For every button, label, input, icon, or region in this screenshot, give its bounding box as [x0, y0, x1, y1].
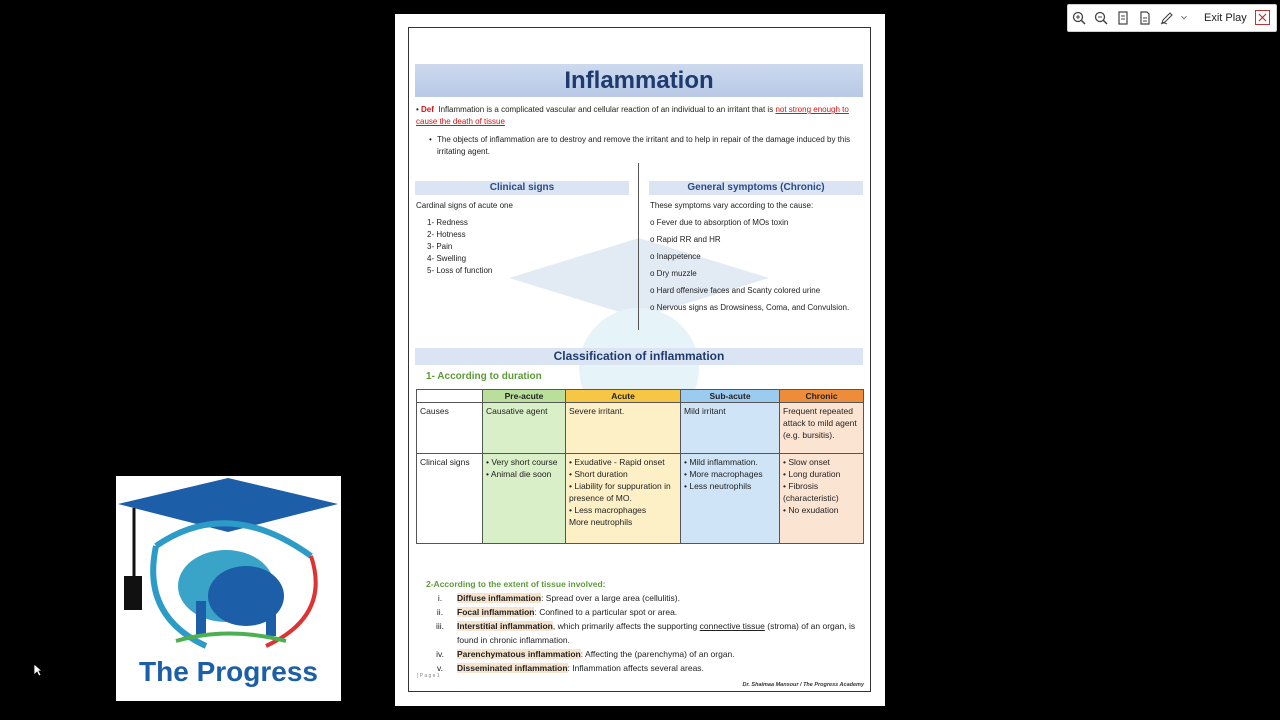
cell-line: • Long duration	[783, 469, 841, 479]
table-row	[417, 403, 864, 454]
page-frame	[408, 27, 871, 692]
extent-text: : Spread over a large area (cellulitis).	[541, 593, 680, 603]
page-title: Inflammation	[564, 67, 714, 94]
def-body: Inflammation is a complicated vascular and cellular reaction of an individual to an irritant that is	[438, 105, 774, 114]
table-cell: Frequent repeated attack to mild agent (e.g. bursitis).	[780, 403, 864, 454]
clinical-intro: Cardinal signs of acute one	[416, 201, 513, 210]
close-icon[interactable]	[1255, 10, 1270, 25]
table-cell	[566, 454, 681, 544]
row-label-cell: Clinical signs	[417, 454, 483, 544]
extent-text: : Confined to a particular spot or area.	[534, 607, 678, 617]
table-row	[417, 454, 864, 544]
symptom-item: o Hard offensive faces and Scanty colored urine	[650, 286, 821, 295]
extent-heading: 2-According to the extent of tissue involved:	[426, 579, 606, 589]
table-header-cell: Pre-acute	[483, 390, 566, 403]
table-header-cell: Acute	[566, 390, 681, 403]
table-cell	[483, 454, 566, 544]
column-divider	[638, 163, 639, 330]
table-header-row	[417, 390, 864, 403]
clinical-item: 2- Hotness	[427, 230, 466, 239]
fit-page-icon[interactable]	[1112, 7, 1134, 29]
footer-author: Dr. Shaimaa Mansour / The Progress Academy	[742, 682, 864, 688]
logo-panel	[116, 476, 341, 701]
table-cell	[681, 454, 780, 544]
def-label: Def	[421, 105, 434, 114]
zoom-in-icon[interactable]	[1068, 7, 1090, 29]
objects-text: • The objects of inflammation are to destroy and remove the irritant and to help in repair of the damage induced by this irritating agent.	[429, 134, 869, 158]
clinical-item: 4- Swelling	[427, 254, 467, 263]
general-intro: These symptoms vary according to the cause:	[650, 201, 814, 210]
duration-heading: 1- According to duration	[426, 371, 542, 382]
cell-line: • Slow onset	[783, 457, 830, 467]
extent-term: Parenchymatous inflammation	[457, 649, 581, 659]
clinical-item: 1- Redness	[427, 218, 468, 227]
cell-line: • More macrophages	[684, 469, 763, 479]
extent-num: ii.	[436, 607, 444, 617]
extent-num: iv.	[436, 649, 444, 659]
table-header-cell: Chronic	[780, 390, 864, 403]
table-cell: Causative agent	[483, 403, 566, 454]
general-symptoms-heading: General symptoms (Chronic)	[649, 181, 863, 195]
cell-line: • Mild inflammation.	[684, 457, 758, 467]
extent-text: : Inflammation affects several areas.	[567, 663, 704, 673]
cell-line: • Fibrosis (characteristic)	[783, 481, 839, 503]
page-icon[interactable]	[1134, 7, 1156, 29]
extent-term: Focal inflammation	[457, 607, 535, 617]
clinical-item: 5- Loss of function	[427, 266, 493, 275]
symptom-item: o Inappetence	[650, 252, 701, 261]
table-header-cell	[417, 390, 483, 403]
cell-line: • Exudative - Rapid onset	[569, 457, 665, 467]
logo-text: The Progress	[139, 656, 318, 687]
extent-term: Diffuse inflammation	[457, 593, 542, 603]
pen-icon[interactable]	[1156, 7, 1178, 29]
row-label-cell: Causes	[417, 403, 483, 454]
definition-text: • Def Inflammation is a complicated vascular and cellular reaction of an individual to an irritant that is not strong enough to cause the death of tissue	[416, 105, 849, 126]
clinical-item: 3- Pain	[427, 242, 453, 251]
presentation-toolbar	[1067, 4, 1277, 32]
extent-num: i.	[437, 593, 443, 603]
table-cell: Mild irritant	[681, 403, 780, 454]
cell-line: More neutrophils	[569, 517, 633, 527]
zoom-out-icon[interactable]	[1090, 7, 1112, 29]
cell-line: • No exudation	[783, 505, 839, 515]
clinical-signs-heading: Clinical signs	[415, 181, 629, 195]
document-page	[395, 14, 885, 706]
cell-line: • Animal die soon	[486, 469, 552, 479]
title-band	[415, 64, 863, 97]
cell-line: • Liability for suppuration in presence of MO.	[569, 481, 671, 503]
extent-num: iii.	[435, 621, 445, 631]
cell-line: • Short duration	[569, 469, 628, 479]
symptom-item: o Nervous signs as Drowsiness, Coma, and Convulsion.	[650, 303, 850, 312]
extent-term: Disseminated inflammation	[457, 663, 568, 673]
table-cell	[780, 454, 864, 544]
extent-text: (stroma) of an organ, is found in chronic inflammation.	[457, 621, 856, 645]
symptom-item: o Rapid RR and HR	[650, 235, 721, 244]
mouse-cursor-icon	[33, 663, 43, 677]
table-cell: Severe irritant.	[566, 403, 681, 454]
extent-num: v.	[437, 663, 443, 673]
page-number: | P a g e 1	[417, 673, 440, 679]
extent-link: connective tissue	[699, 621, 765, 631]
classification-heading: Classification of inflammation	[415, 348, 863, 365]
duration-table	[416, 389, 864, 544]
extent-term: Interstitial inflammation	[457, 621, 553, 631]
def-underlined: not strong enough to cause the death of tissue	[416, 105, 849, 126]
table-header-cell: Sub-acute	[681, 390, 780, 403]
symptom-item: o Dry muzzle	[650, 269, 697, 278]
cell-line: • Less macrophages	[569, 505, 647, 515]
exit-play-button[interactable]: Exit Play	[1204, 12, 1247, 24]
extent-text: : Affecting the (parenchyma) of an organ.	[580, 649, 735, 659]
chevron-down-icon[interactable]	[1178, 7, 1190, 29]
cell-line: • Very short course	[486, 457, 558, 467]
extent-text: , which primarily affects the supporting	[552, 621, 698, 631]
symptom-item: o Fever due to absorption of MOs toxin	[650, 218, 789, 227]
cell-line: • Less neutrophils	[684, 481, 752, 491]
